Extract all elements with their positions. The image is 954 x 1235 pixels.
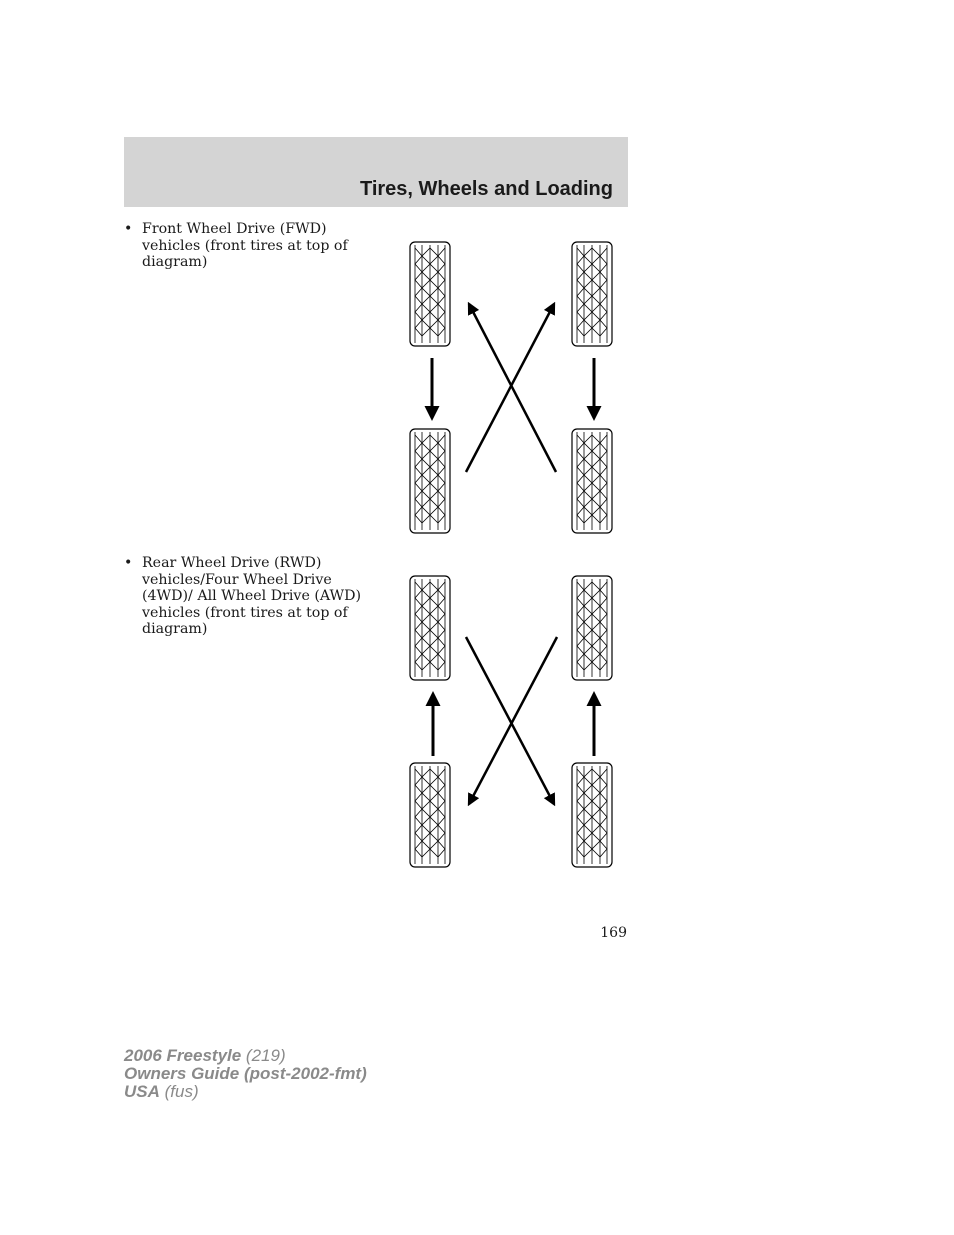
footer-model: 2006 Freestyle — [124, 1046, 242, 1065]
footer-guide: Owners Guide (post-2002-fmt) — [124, 1064, 367, 1083]
arrow-cross-front-left-to-rear-right — [466, 637, 554, 804]
bullet-marker: • — [124, 221, 133, 237]
bullet-text-rwd: Rear Wheel Drive (RWD) vehicles/Four Wheel Drive (4WD)/ All Wheel Drive (AWD) vehicles (front tires at top of diagram) — [142, 555, 362, 637]
tire-rear-right-icon — [572, 429, 612, 533]
document-footer — [124, 1047, 367, 1101]
bullet-rwd — [124, 555, 364, 638]
bullet-fwd — [124, 221, 364, 271]
bullet-text-fwd: Front Wheel Drive (FWD) vehicles (front tires at top of diagram) — [142, 221, 348, 270]
footer-market-code: (fus) — [159, 1082, 199, 1101]
fwd-rotation-diagram — [400, 238, 630, 538]
tire-front-right-icon — [572, 242, 612, 346]
bullet-marker: • — [124, 555, 133, 571]
rwd-rotation-diagram — [400, 572, 630, 872]
tire-front-left-icon — [410, 576, 450, 680]
footer-model-code: (219) — [241, 1046, 286, 1065]
arrow-cross-front-right-to-rear-left — [469, 637, 557, 804]
footer-market: USA — [124, 1082, 160, 1101]
page-number: 169 — [600, 925, 627, 941]
tire-rear-right-icon — [572, 763, 612, 867]
section-header-band — [124, 137, 628, 207]
tire-front-right-icon — [572, 576, 612, 680]
tire-front-left-icon — [410, 242, 450, 346]
tire-rear-left-icon — [410, 429, 450, 533]
section-title: Tires, Wheels and Loading — [359, 178, 613, 200]
arrow-cross-rear-right-to-front-left — [469, 304, 556, 472]
tire-rear-left-icon — [410, 763, 450, 867]
arrow-cross-rear-left-to-front-right — [466, 304, 554, 472]
